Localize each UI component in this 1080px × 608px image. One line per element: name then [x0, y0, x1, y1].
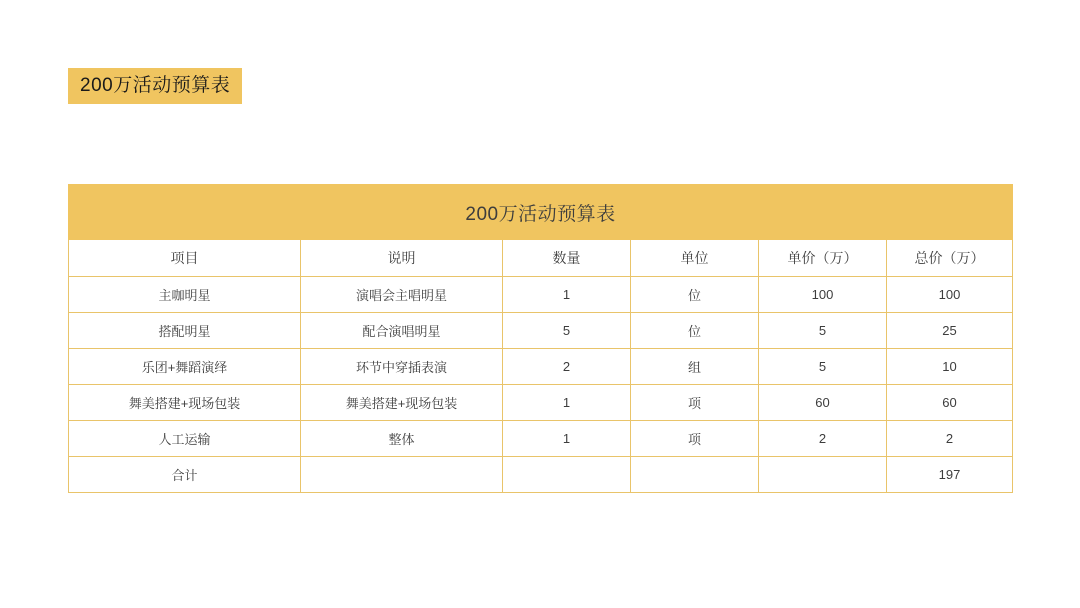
cell-item: 主咖明星 [69, 277, 301, 313]
column-header-total: 总价（万） [887, 240, 1013, 277]
cell-unitprice [759, 457, 887, 493]
cell-unitprice: 5 [759, 313, 887, 349]
cell-unit: 项 [631, 421, 759, 457]
cell-item: 舞美搭建+现场包装 [69, 385, 301, 421]
budget-table [68, 184, 1013, 493]
table-row [69, 421, 1013, 457]
cell-unit [631, 457, 759, 493]
cell-total: 197 [887, 457, 1013, 493]
cell-unit: 位 [631, 277, 759, 313]
column-header-item: 项目 [69, 240, 301, 277]
table-column-headers [69, 240, 1013, 277]
cell-unitprice: 2 [759, 421, 887, 457]
cell-unitprice: 60 [759, 385, 887, 421]
cell-qty: 1 [503, 277, 631, 313]
budget-table-container [68, 184, 1012, 493]
table-row [69, 349, 1013, 385]
cell-total: 25 [887, 313, 1013, 349]
cell-unit: 组 [631, 349, 759, 385]
page-title: 200万活动预算表 [68, 68, 242, 104]
cell-unitprice: 100 [759, 277, 887, 313]
table-row [69, 277, 1013, 313]
cell-desc: 整体 [301, 421, 503, 457]
cell-total: 100 [887, 277, 1013, 313]
cell-total: 10 [887, 349, 1013, 385]
column-header-unit: 单位 [631, 240, 759, 277]
table-caption-row [69, 185, 1013, 240]
column-header-unitprice: 单价（万） [759, 240, 887, 277]
column-header-desc: 说明 [301, 240, 503, 277]
cell-item: 搭配明星 [69, 313, 301, 349]
table-header-row [69, 240, 1013, 277]
cell-qty: 1 [503, 385, 631, 421]
cell-unit: 项 [631, 385, 759, 421]
cell-qty [503, 457, 631, 493]
cell-qty: 2 [503, 349, 631, 385]
cell-qty: 1 [503, 421, 631, 457]
cell-unitprice: 5 [759, 349, 887, 385]
table-row [69, 385, 1013, 421]
cell-total: 2 [887, 421, 1013, 457]
cell-desc: 演唱会主唱明星 [301, 277, 503, 313]
cell-unit: 位 [631, 313, 759, 349]
cell-qty: 5 [503, 313, 631, 349]
table-caption-head [69, 185, 1013, 240]
cell-item: 人工运输 [69, 421, 301, 457]
table-row-total [69, 457, 1013, 493]
table-body [69, 277, 1013, 493]
cell-desc: 配合演唱明星 [301, 313, 503, 349]
table-row [69, 313, 1013, 349]
cell-item: 合计 [69, 457, 301, 493]
column-header-qty: 数量 [503, 240, 631, 277]
table-caption: 200万活动预算表 [69, 185, 1013, 240]
page-title-container [68, 68, 242, 104]
cell-desc [301, 457, 503, 493]
cell-desc: 环节中穿插表演 [301, 349, 503, 385]
cell-item: 乐团+舞蹈演绎 [69, 349, 301, 385]
cell-total: 60 [887, 385, 1013, 421]
cell-desc: 舞美搭建+现场包装 [301, 385, 503, 421]
